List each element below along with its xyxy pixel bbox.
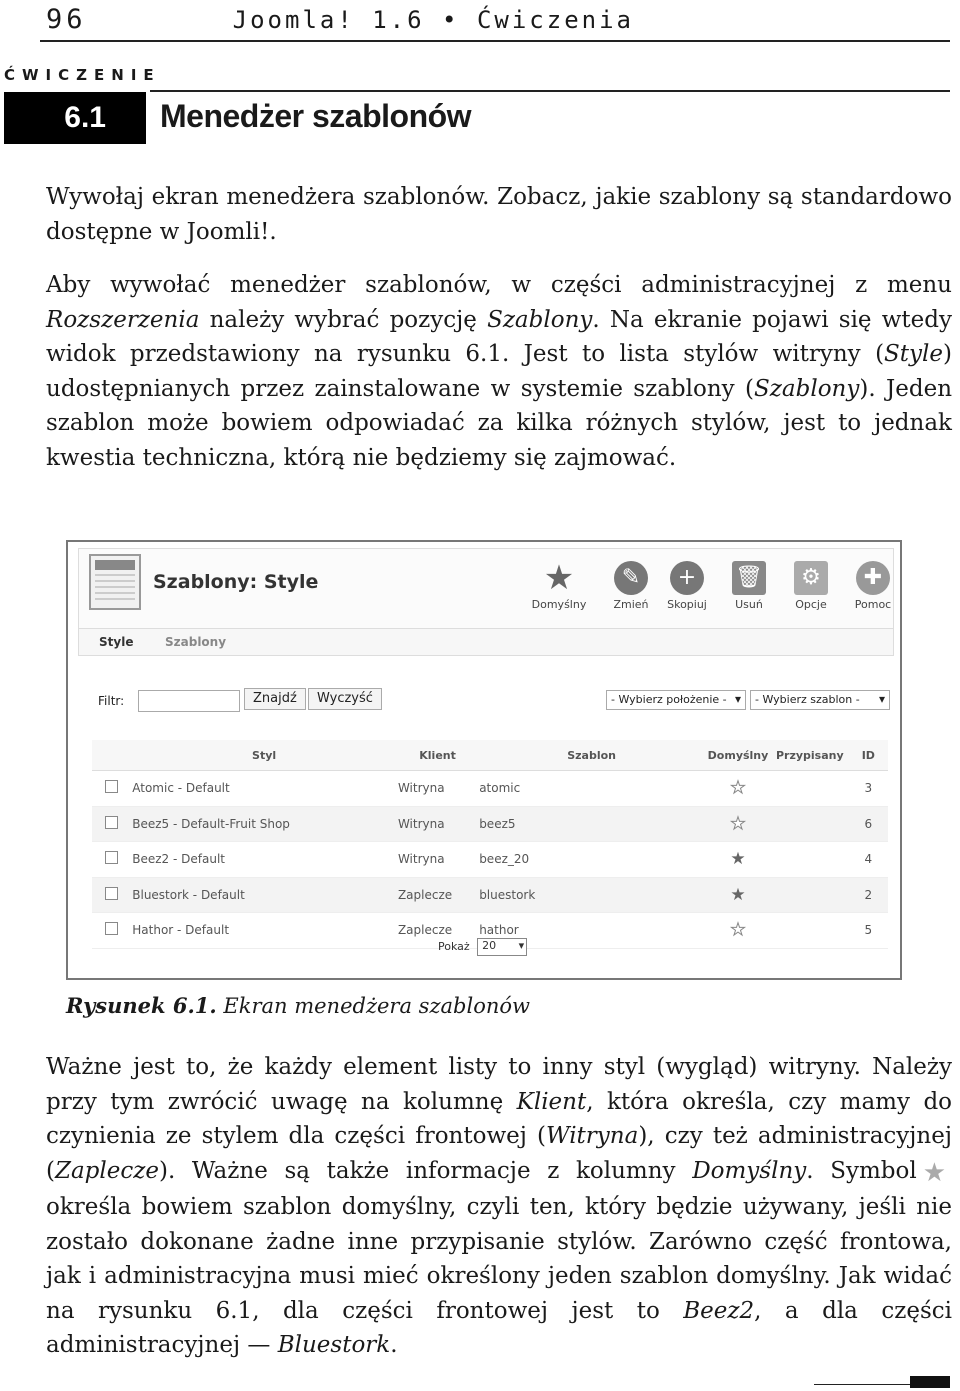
help-button[interactable]: [841, 561, 905, 611]
row-template: atomic: [478, 771, 705, 807]
button-label: Usuń: [735, 598, 763, 611]
text-run: ). Ważne są także informacje z kolumny: [158, 1157, 693, 1184]
intro-question: Wywołaj ekran menedżera szablonów. Zobacz, jakie szablony są standardowo dostępne w Joomli!.: [46, 184, 952, 245]
button-label: Pomoc: [854, 598, 892, 611]
filter-label: Filtr:: [98, 694, 125, 708]
text-run: ) udostępnianych przez zainstalowane w systemie szablony (: [46, 341, 952, 402]
pagination-limit: [438, 938, 527, 956]
emphasis: Domyślny: [692, 1157, 807, 1184]
text-run: ), czy też administracyjnej (: [46, 1123, 952, 1184]
row-client: Witryna: [397, 806, 478, 842]
book-title: Joomla! 1.6: [232, 6, 425, 34]
row-default[interactable]: [705, 842, 771, 878]
row-template: beez5: [478, 806, 705, 842]
row-id: 5: [849, 913, 888, 949]
table-row[interactable]: [92, 842, 888, 878]
toolbar-area: [78, 548, 894, 632]
emphasis: Rozszerzenia: [46, 306, 200, 333]
star-empty-icon: ★: [730, 813, 746, 834]
exercise-number: 6.1: [4, 92, 146, 144]
default-star-icon: ★: [922, 1157, 947, 1188]
text-run: ). Jeden szablon może bowiem odpowiadać za kilka różnych stylów, jest to jednak kwestia techniczna, którą nie będziemy się zajmować.: [46, 375, 953, 471]
lifebuoy-icon: ✚: [856, 561, 890, 595]
star-empty-icon: ★: [730, 778, 746, 799]
row-select-cell: [92, 877, 131, 913]
row-template: beez_20: [478, 842, 705, 878]
col-style[interactable]: Styl: [131, 740, 397, 771]
row-assigned: [771, 913, 849, 949]
tab-templates[interactable]: Szablony: [165, 635, 227, 649]
button-label: Opcje: [795, 598, 827, 611]
emphasis: Szablony: [487, 306, 593, 333]
col-assigned[interactable]: Przypisany: [771, 740, 849, 771]
row-checkbox[interactable]: [105, 922, 118, 935]
text-run: . Symbol: [806, 1157, 917, 1184]
find-button[interactable]: Znajdź: [244, 688, 306, 710]
table-row[interactable]: [92, 877, 888, 913]
row-checkbox[interactable]: [105, 780, 118, 793]
row-style[interactable]: Hathor - Default: [131, 913, 397, 949]
row-client: Witryna: [397, 771, 478, 807]
col-default[interactable]: Domyślny: [705, 740, 771, 771]
text-run: Aby wywołać menedżer szablonów, w części administracyjnej z menu: [46, 272, 952, 298]
row-default[interactable]: [705, 877, 771, 913]
styles-table: [92, 740, 888, 949]
star-filled-icon: ★: [730, 849, 746, 870]
row-style[interactable]: Bluestork - Default: [131, 877, 397, 913]
pager-label: Pokaż: [438, 940, 470, 953]
footer-rule: [814, 1384, 910, 1385]
running-header: [40, 0, 950, 42]
emphasis: Szablony: [754, 375, 860, 402]
page-number: 96: [46, 4, 87, 35]
pencil-icon: ✎: [614, 561, 648, 595]
row-client: Zaplecze: [397, 913, 478, 949]
row-client: Zaplecze: [397, 877, 478, 913]
options-icon: ⚙: [794, 561, 828, 595]
submenu-tabs: [78, 628, 894, 656]
row-style[interactable]: Beez5 - Default-Fruit Shop: [131, 806, 397, 842]
star-filled-icon: ★: [730, 884, 746, 905]
star-empty-icon: ★: [730, 920, 746, 941]
emphasis: Beez2: [683, 1297, 755, 1324]
figure-caption: [66, 993, 530, 1018]
plus-icon: +: [670, 561, 704, 595]
emphasis: Bluestork: [277, 1332, 391, 1358]
template-select[interactable]: - Wybierz szablon - ▾: [750, 690, 890, 710]
edit-button[interactable]: [599, 561, 663, 611]
text-run: . Na ekranie pojawi się wtedy widok przedstawiony na rysunku 6.1. Jest to lista stylów witryny (: [46, 306, 952, 367]
row-assigned: [771, 877, 849, 913]
row-default[interactable]: [705, 806, 771, 842]
star-icon: ★: [543, 558, 575, 598]
text-run: należy wybrać pozycję: [199, 306, 488, 333]
caption-number: Rysunek 6.1.: [66, 993, 217, 1018]
text-run: Ważne jest to, że każdy element listy to inny styl (wygląd) witryny. Należy przy tym zwrócić uwagę na kolumnę: [46, 1054, 952, 1115]
template-manager-icon: [89, 554, 141, 610]
row-style[interactable]: Atomic - Default: [131, 771, 397, 807]
paragraph-3: [46, 1050, 952, 1363]
button-label: Zmień: [613, 598, 649, 611]
checkall-header[interactable]: [92, 740, 131, 771]
button-label: Skopiuj: [667, 598, 707, 611]
default-button[interactable]: [527, 558, 591, 611]
caption-text: Ekran menedżera szablonów: [216, 994, 530, 1018]
table-row[interactable]: [92, 806, 888, 842]
row-select-cell: [92, 771, 131, 807]
trash-icon: 🗑: [732, 561, 766, 595]
row-select-cell: [92, 806, 131, 842]
button-label: Domyślny: [531, 598, 587, 611]
filter-bar: [98, 690, 878, 714]
clear-button[interactable]: Wyczyść: [308, 688, 382, 710]
copy-button[interactable]: [655, 561, 719, 611]
filter-search-input[interactable]: [138, 690, 240, 712]
exercise-title: Menedżer szablonów: [160, 98, 472, 134]
limit-select[interactable]: 20 ▾: [477, 938, 527, 956]
row-checkbox[interactable]: [105, 816, 118, 829]
emphasis: Style: [884, 341, 944, 367]
row-client: Witryna: [397, 842, 478, 878]
position-select[interactable]: - Wybierz położenie - ▾: [606, 690, 746, 710]
row-id: 4: [849, 842, 888, 878]
running-title: [233, 6, 634, 34]
row-template: hathor: [478, 913, 705, 949]
row-default[interactable]: [705, 771, 771, 807]
title-separator: •: [442, 6, 460, 34]
footer-marker: [910, 1376, 950, 1388]
options-button[interactable]: [779, 561, 843, 611]
col-template[interactable]: Szablon: [478, 740, 705, 771]
text-run: , a dla części administracyjnej —: [46, 1297, 952, 1358]
paragraph-2: [46, 268, 952, 475]
row-assigned: [771, 842, 849, 878]
row-checkbox[interactable]: [105, 887, 118, 900]
text-run: , która określa, czy mamy do czynienia ze stylem dla części frontowej (: [46, 1088, 953, 1149]
delete-button[interactable]: [717, 561, 781, 611]
emphasis: Witryna: [545, 1123, 639, 1149]
row-template: bluestork: [478, 877, 705, 913]
row-style[interactable]: Beez2 - Default: [131, 842, 397, 878]
table-header-row: [92, 740, 888, 771]
col-client[interactable]: Klient: [397, 740, 478, 771]
table-row[interactable]: [92, 771, 888, 807]
row-id: 3: [849, 771, 888, 807]
text-run: określa bowiem szablon domyślny, czyli ten, który będzie używany, jeśli nie zostało dokonane żadne inne przypisanie stylów. Zarówno część frontowa, jak i administracyjna musi mieć określony jeden szablon domyślny. Jak widać na rysunku 6.1, dla części frontowej jest to: [46, 1194, 952, 1324]
text-run: .: [390, 1332, 398, 1358]
tab-style[interactable]: Style: [99, 635, 134, 649]
row-checkbox[interactable]: [105, 851, 118, 864]
screen-title: Szablony: Style: [153, 571, 319, 593]
row-select-cell: [92, 913, 131, 949]
exercise-divider: [150, 90, 950, 92]
figure-screenshot: [66, 540, 902, 980]
row-assigned: [771, 806, 849, 842]
emphasis: Zaplecze: [54, 1157, 159, 1184]
row-id: 2: [849, 877, 888, 913]
row-assigned: [771, 771, 849, 807]
chapter-name: Ćwiczenia: [476, 6, 634, 34]
row-id: 6: [849, 806, 888, 842]
emphasis: Klient: [516, 1088, 587, 1115]
row-select-cell: [92, 842, 131, 878]
exercise-label: ĆWICZENIE: [4, 66, 161, 84]
row-default[interactable]: [705, 913, 771, 949]
col-id[interactable]: ID: [849, 740, 888, 771]
